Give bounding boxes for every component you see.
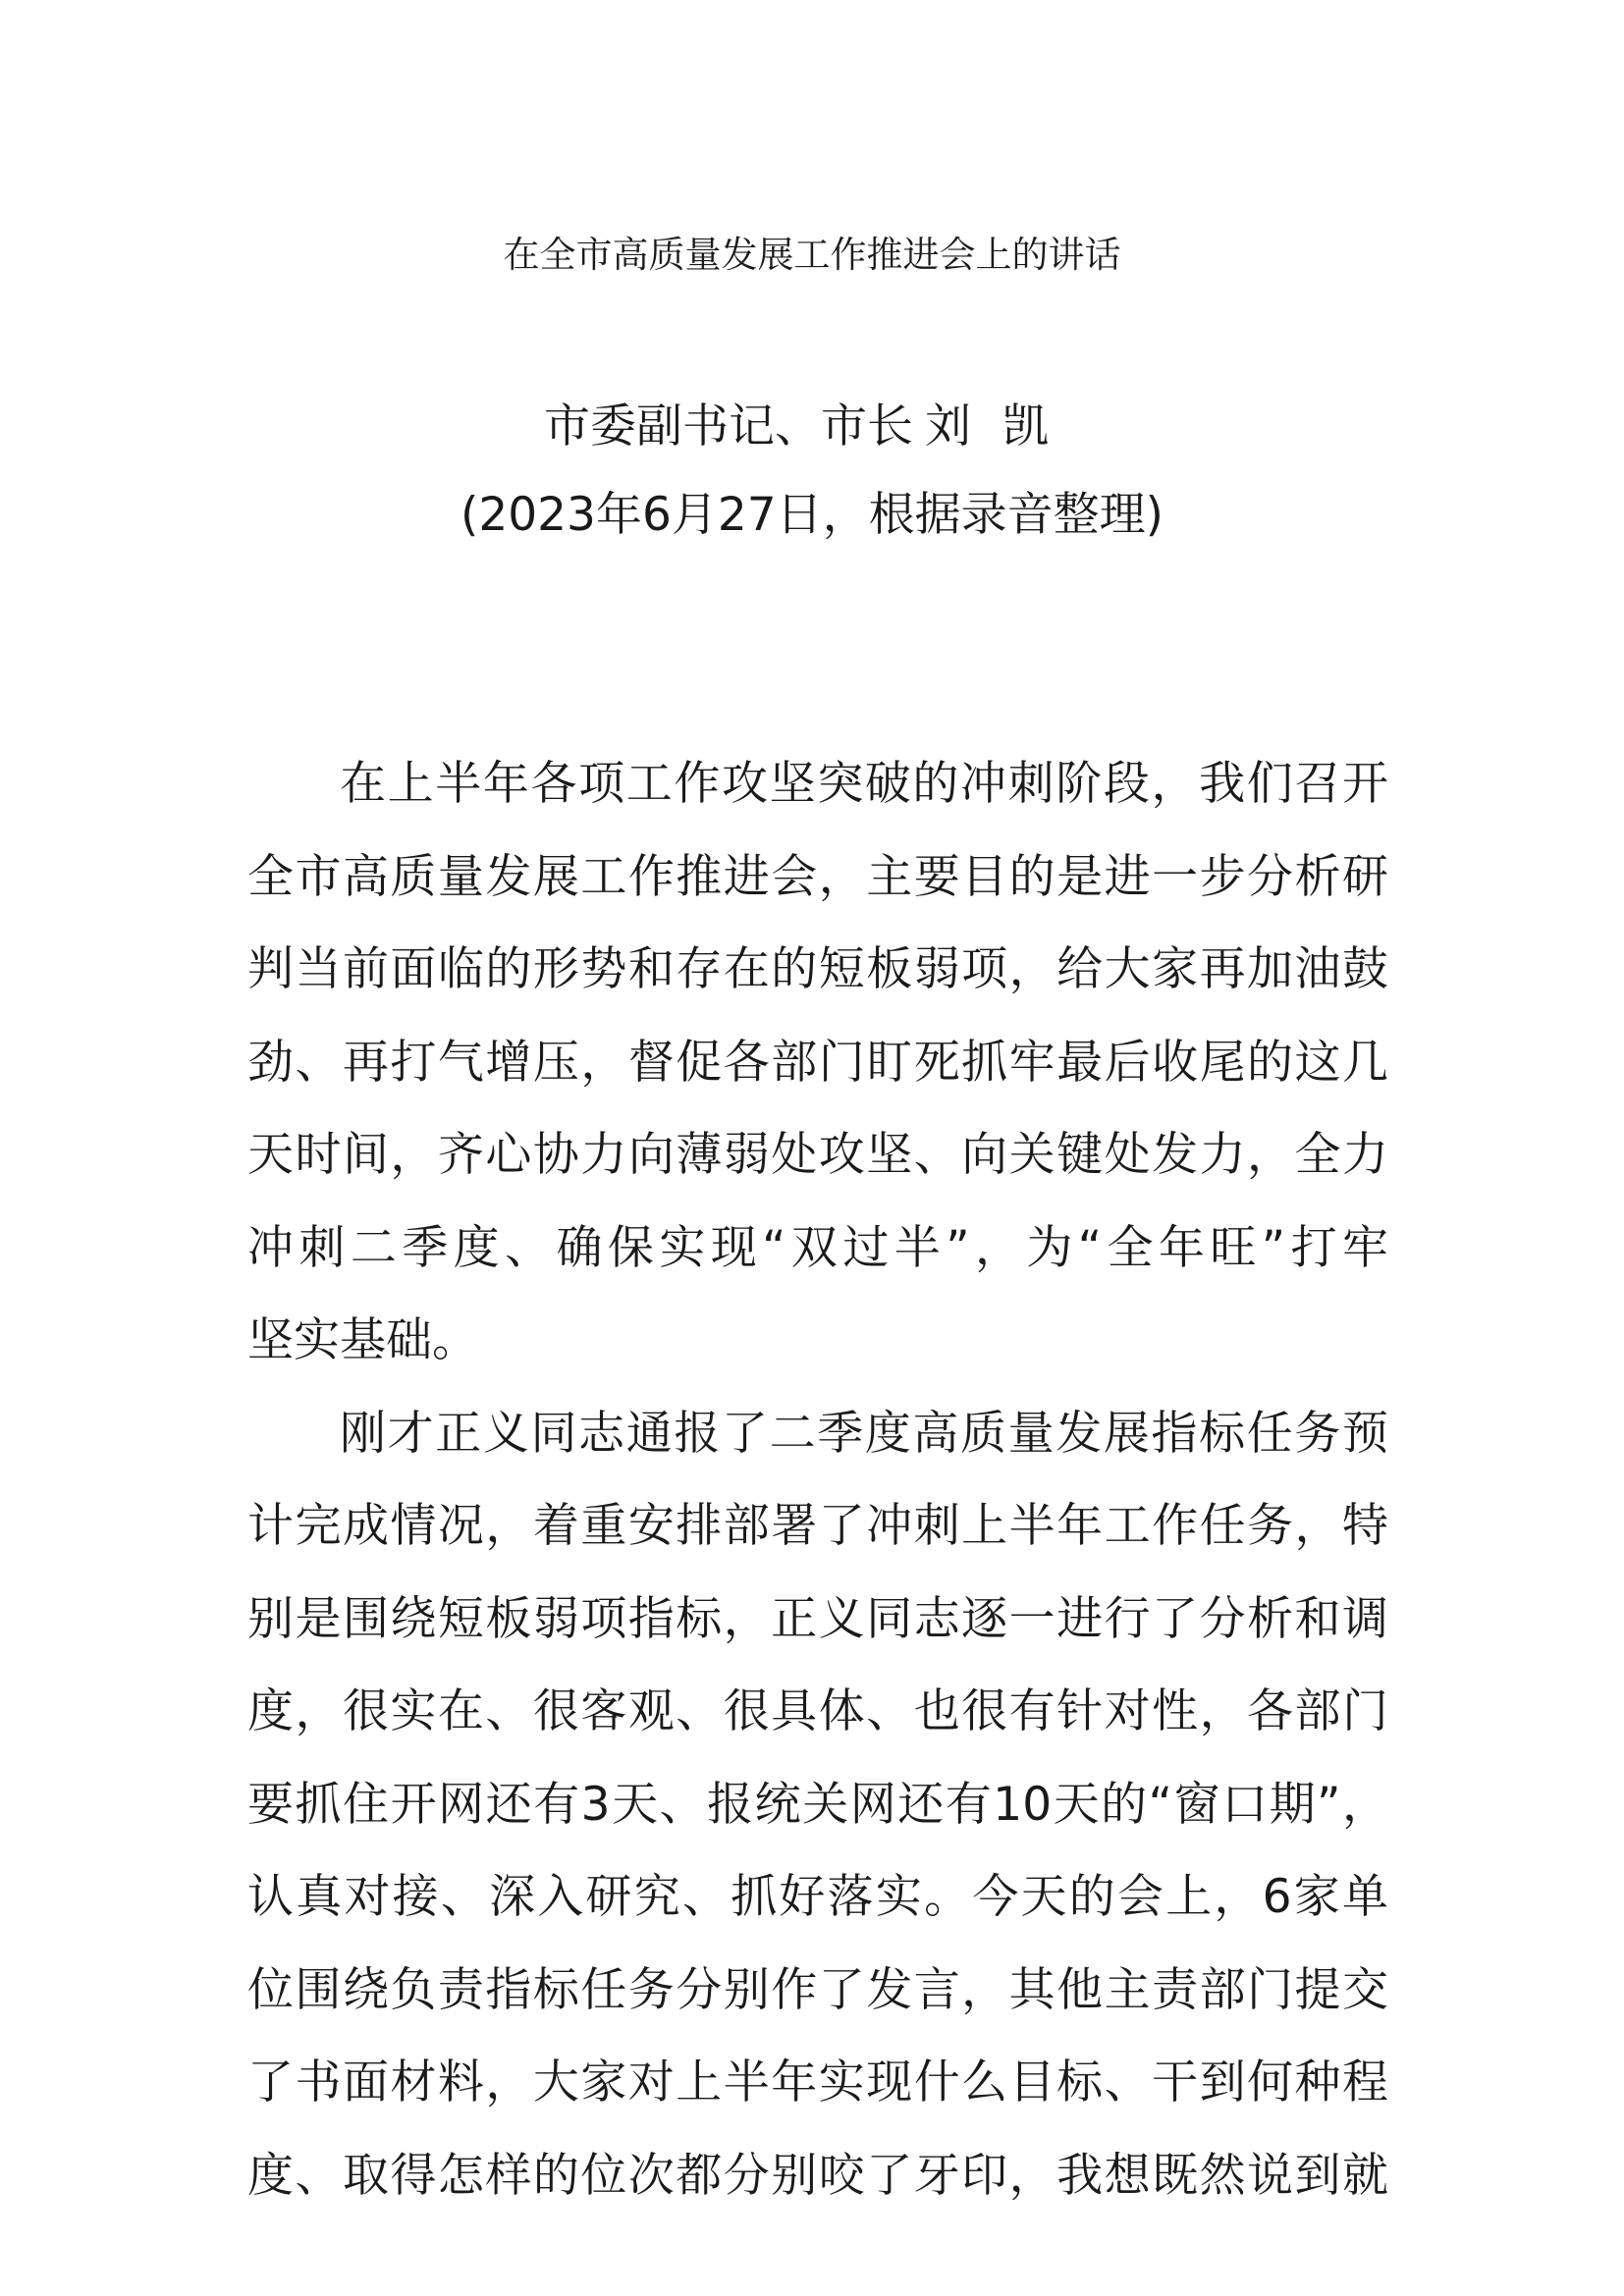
- paragraph-2-line: 别是围绕短板弱项指标，正义同志逐一进行了分析和调: [247, 1591, 1388, 1646]
- paragraph-1-line: 坚实基础。: [247, 1313, 478, 1367]
- paragraph-2-line: 位围绕负责指标任务分别作了发言，其他主责部门提交: [247, 1962, 1388, 2017]
- paragraph-2-line: 计完成情况，着重安排部署了冲刺上半年工作任务，特: [247, 1499, 1388, 1553]
- paragraph-1-line: 判当前面临的形势和存在的短板弱项，给大家再加油鼓: [247, 942, 1388, 996]
- paragraph-2-line: 认真对接、深入研究、抓好落实。今天的会上，6家单: [247, 1870, 1388, 1924]
- paragraph-1-line: 劲、再打气增压，督促各部门盯死抓牢最后收尾的这几: [247, 1035, 1388, 1090]
- paragraph-2-line: 刚才正义同志通报了二季度高质量发展指标任务预: [340, 1406, 1388, 1461]
- body-text: [247, 738, 1388, 2222]
- document-title: 在全市高质量发展工作推进会上的讲话: [503, 234, 1121, 276]
- paragraph-1-line: 在上半年各项工作攻坚突破的冲刺阶段，我们召开: [340, 757, 1388, 811]
- date-note: (2023年6月27日，根据录音整理): [460, 488, 1164, 542]
- speaker-line: [0, 393, 1624, 461]
- speaker-title: 市委副书记、市长: [544, 400, 913, 454]
- paragraph-2-line: 度，很实在、很客观、很具体、也很有针对性，各部门: [247, 1684, 1388, 1738]
- paragraph-1-line: 天时间，齐心协力向薄弱处攻坚、向关键处发力，全力: [247, 1128, 1388, 1182]
- paragraph-1-line: 全市高质量发展工作推进会，主要目的是进一步分析研: [247, 849, 1388, 904]
- speaker-name: 刘凯: [925, 400, 1080, 454]
- paragraph-2-line: 要抓住开网还有3天、报统关网还有10天的“窗口期”，: [247, 1777, 1388, 1832]
- paragraph-1-line: 冲刺二季度、确保实现“双过半”，为“全年旺”打牢: [247, 1220, 1388, 1275]
- paragraph-2-line: 度、取得怎样的位次都分别咬了牙印，我想既然说到就: [247, 2148, 1388, 2203]
- paragraph-2-line: 了书面材料，大家对上半年实现什么目标、干到何种程: [247, 2056, 1388, 2109]
